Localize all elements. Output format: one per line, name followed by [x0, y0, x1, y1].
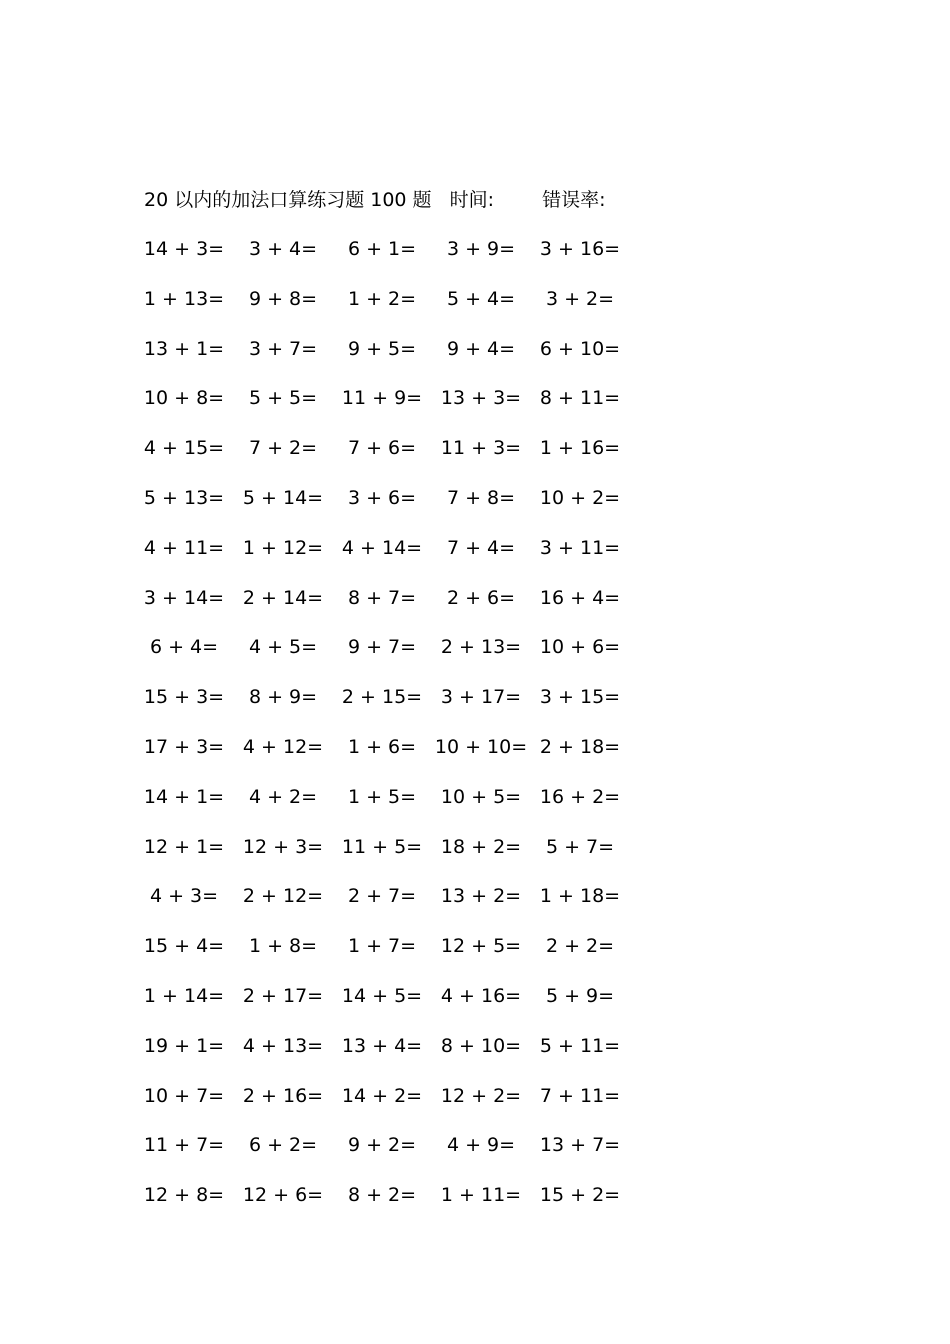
problem-cell: 3 + 2= — [545, 287, 615, 310]
problem-row — [140, 382, 640, 432]
problem-cell: 13 + 4= — [341, 1034, 423, 1057]
problem-cell: 2 + 14= — [242, 586, 324, 609]
problem-cell: 14 + 2= — [341, 1084, 423, 1107]
problem-cell: 2 + 2= — [545, 935, 615, 958]
problem-row — [140, 1129, 640, 1179]
worksheet-title: 20 以内的加法口算练习题 100 题 — [144, 189, 432, 211]
problem-grid — [140, 233, 640, 1229]
problem-cell: 13 + 1= — [143, 337, 225, 360]
problem-row — [140, 1030, 640, 1080]
problem-cell: 13 + 2= — [440, 885, 522, 908]
problem-cell: 1 + 18= — [539, 885, 621, 908]
problem-row — [140, 681, 640, 731]
problem-cell: 7 + 2= — [248, 437, 318, 460]
problem-cell: 5 + 14= — [242, 486, 324, 509]
problem-cell: 15 + 4= — [143, 935, 225, 958]
problem-cell: 8 + 11= — [539, 387, 621, 410]
worksheet-header — [144, 186, 605, 214]
problem-cell: 11 + 7= — [143, 1134, 225, 1157]
problem-cell: 3 + 6= — [347, 486, 417, 509]
problem-cell: 2 + 15= — [341, 686, 423, 709]
problem-cell: 3 + 15= — [539, 686, 621, 709]
problem-cell: 1 + 2= — [347, 287, 417, 310]
problem-cell: 11 + 5= — [341, 835, 423, 858]
problem-cell: 2 + 12= — [242, 885, 324, 908]
problem-row — [140, 1080, 640, 1130]
problem-row — [140, 283, 640, 333]
problem-cell: 9 + 8= — [248, 287, 318, 310]
problem-cell: 6 + 2= — [248, 1134, 318, 1157]
problem-cell: 4 + 15= — [143, 437, 225, 460]
problem-cell: 12 + 1= — [143, 835, 225, 858]
problem-cell: 9 + 7= — [347, 636, 417, 659]
problem-cell: 5 + 11= — [539, 1034, 621, 1057]
problem-row — [140, 731, 640, 781]
problem-cell: 3 + 9= — [446, 238, 516, 260]
problem-cell: 5 + 9= — [545, 984, 615, 1007]
problem-cell: 2 + 7= — [347, 885, 417, 908]
problem-row — [140, 880, 640, 930]
problem-cell: 11 + 9= — [341, 387, 423, 410]
problem-cell: 1 + 16= — [539, 437, 621, 460]
problem-row — [140, 532, 640, 582]
problem-cell: 1 + 7= — [347, 935, 417, 958]
problem-cell: 4 + 9= — [446, 1134, 516, 1157]
problem-row — [140, 482, 640, 532]
error-rate-label: 错误率: — [542, 189, 606, 211]
problem-cell: 3 + 17= — [440, 686, 522, 709]
problem-cell: 8 + 10= — [440, 1034, 522, 1057]
problem-cell: 8 + 9= — [248, 686, 318, 709]
problem-cell: 15 + 3= — [143, 686, 225, 709]
problem-cell: 2 + 6= — [446, 586, 516, 609]
problem-cell: 5 + 5= — [248, 387, 318, 410]
problem-cell: 10 + 5= — [440, 785, 522, 808]
problem-cell: 15 + 2= — [539, 1184, 621, 1207]
problem-cell: 10 + 6= — [539, 636, 621, 659]
problem-cell: 2 + 17= — [242, 984, 324, 1007]
problem-row — [140, 631, 640, 681]
problem-row — [140, 333, 640, 383]
problem-cell: 12 + 6= — [242, 1184, 324, 1207]
problem-cell: 4 + 3= — [149, 885, 219, 908]
problem-cell: 12 + 2= — [440, 1084, 522, 1107]
problem-cell: 2 + 18= — [539, 735, 621, 758]
time-label: 时间: — [449, 189, 495, 211]
problem-cell: 4 + 5= — [248, 636, 318, 659]
problem-row — [140, 1179, 640, 1229]
problem-cell: 2 + 16= — [242, 1084, 324, 1107]
problem-row — [140, 831, 640, 881]
problem-cell: 7 + 8= — [446, 486, 516, 509]
problem-cell: 3 + 11= — [539, 536, 621, 559]
problem-cell: 1 + 6= — [347, 735, 417, 758]
problem-cell: 16 + 2= — [539, 785, 621, 808]
problem-cell: 14 + 3= — [143, 238, 225, 260]
problem-cell: 17 + 3= — [143, 735, 225, 758]
problem-cell: 8 + 2= — [347, 1184, 417, 1207]
problem-cell: 10 + 2= — [539, 486, 621, 509]
problem-cell: 7 + 4= — [446, 536, 516, 559]
problem-cell: 1 + 5= — [347, 785, 417, 808]
problem-cell: 14 + 5= — [341, 984, 423, 1007]
problem-cell: 4 + 2= — [248, 785, 318, 808]
problem-cell: 5 + 4= — [446, 287, 516, 310]
problem-cell: 16 + 4= — [539, 586, 621, 609]
problem-row — [140, 432, 640, 482]
problem-cell: 6 + 1= — [347, 238, 417, 260]
problem-cell: 3 + 4= — [248, 238, 318, 260]
problem-cell: 4 + 13= — [242, 1034, 324, 1057]
problem-cell: 11 + 3= — [440, 437, 522, 460]
problem-cell: 9 + 5= — [347, 337, 417, 360]
problem-cell: 18 + 2= — [440, 835, 522, 858]
problem-cell: 1 + 11= — [440, 1184, 522, 1207]
problem-cell: 13 + 3= — [440, 387, 522, 410]
problem-cell: 4 + 12= — [242, 735, 324, 758]
problem-cell: 12 + 5= — [440, 935, 522, 958]
problem-cell: 4 + 14= — [341, 536, 423, 559]
problem-cell: 10 + 10= — [434, 735, 528, 758]
problem-cell: 1 + 8= — [248, 935, 318, 958]
problem-cell: 3 + 16= — [539, 238, 621, 260]
problem-row — [140, 582, 640, 632]
problem-cell: 14 + 1= — [143, 785, 225, 808]
problem-cell: 5 + 13= — [143, 486, 225, 509]
problem-cell: 1 + 14= — [143, 984, 225, 1007]
problem-cell: 10 + 7= — [143, 1084, 225, 1107]
problem-cell: 9 + 2= — [347, 1134, 417, 1157]
problem-cell: 7 + 11= — [539, 1084, 621, 1107]
problem-cell: 5 + 7= — [545, 835, 615, 858]
problem-cell: 12 + 8= — [143, 1184, 225, 1207]
problem-row — [140, 930, 640, 980]
problem-cell: 2 + 13= — [440, 636, 522, 659]
problem-row — [140, 980, 640, 1030]
problem-cell: 12 + 3= — [242, 835, 324, 858]
problem-cell: 6 + 10= — [539, 337, 621, 360]
problem-cell: 8 + 7= — [347, 586, 417, 609]
problem-cell: 7 + 6= — [347, 437, 417, 460]
problem-cell: 3 + 14= — [143, 586, 225, 609]
problem-cell: 13 + 7= — [539, 1134, 621, 1157]
problem-cell: 4 + 16= — [440, 984, 522, 1007]
problem-cell: 1 + 12= — [242, 536, 324, 559]
problem-row — [140, 233, 640, 283]
problem-cell: 4 + 11= — [143, 536, 225, 559]
problem-cell: 9 + 4= — [446, 337, 516, 360]
problem-cell: 3 + 7= — [248, 337, 318, 360]
problem-cell: 1 + 13= — [143, 287, 225, 310]
problem-cell: 6 + 4= — [149, 636, 219, 659]
problem-cell: 10 + 8= — [143, 387, 225, 410]
problem-cell: 19 + 1= — [143, 1034, 225, 1057]
problem-row — [140, 781, 640, 831]
